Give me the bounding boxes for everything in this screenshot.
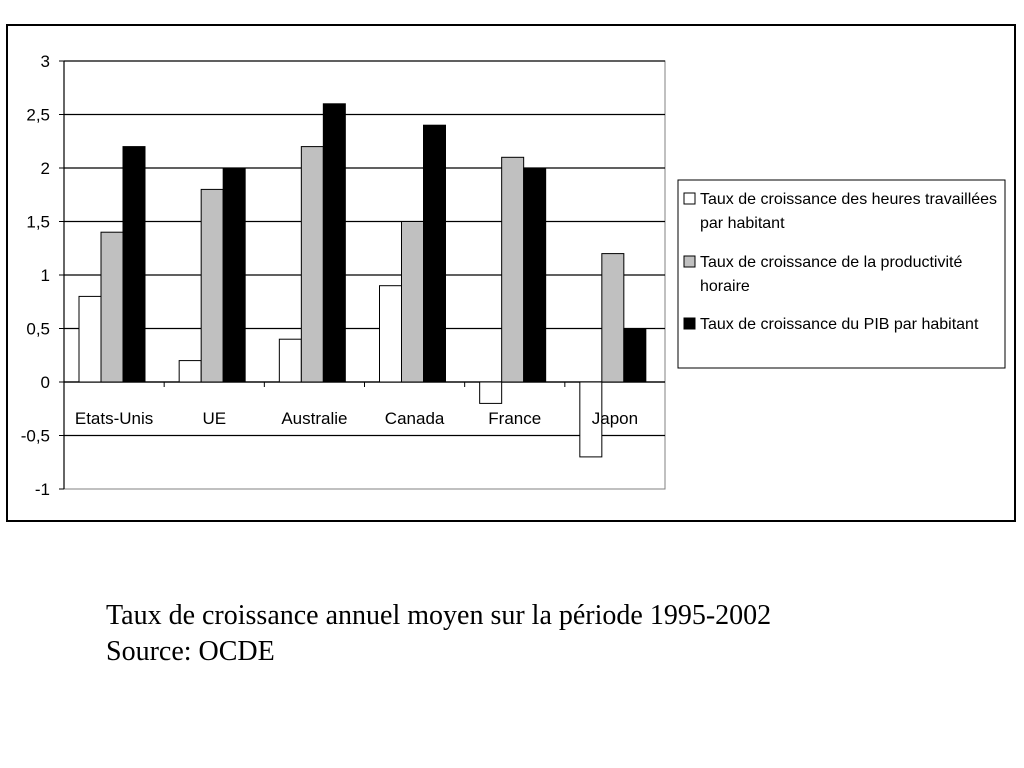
bar — [602, 254, 624, 382]
y-tick-label: -0,5 — [20, 426, 50, 446]
y-tick-label: 0,5 — [26, 319, 50, 339]
bar — [179, 361, 201, 382]
bar — [323, 104, 345, 382]
category-label: Canada — [384, 409, 445, 428]
category-label: Japon — [591, 409, 639, 428]
y-tick-label: 0 — [40, 373, 50, 392]
legend-label: Taux de croissance des heures travaillées — [700, 191, 998, 208]
y-tick-label: 1 — [40, 266, 50, 285]
category-label: UE — [202, 409, 227, 428]
bar — [279, 339, 301, 382]
bar — [402, 222, 424, 383]
bar — [424, 125, 446, 382]
category-label: Australie — [281, 409, 348, 428]
bar — [79, 296, 101, 382]
caption-line-2: Source: OCDE — [106, 636, 275, 667]
legend-label: par habitant — [700, 215, 785, 232]
bar — [201, 189, 223, 382]
y-tick-label: -1 — [34, 480, 50, 499]
legend-label: horaire — [700, 278, 750, 295]
bar — [101, 232, 123, 382]
bar — [301, 147, 323, 382]
legend-label: Taux de croissance de la productivité — [700, 254, 963, 271]
legend-box — [678, 180, 1005, 368]
legend-swatch — [684, 193, 695, 204]
legend-swatch — [684, 256, 695, 267]
bar — [524, 168, 546, 382]
bar — [624, 329, 646, 383]
y-tick-label: 2,5 — [26, 105, 50, 125]
bar — [123, 147, 145, 382]
y-tick-label: 3 — [40, 52, 50, 71]
caption-line-1: Taux de croissance annuel moyen sur la période 1995-2002 — [106, 600, 772, 631]
legend-label: Taux de croissance du PIB par habitant — [700, 316, 979, 333]
category-label: France — [488, 409, 542, 428]
bar — [380, 286, 402, 382]
bar — [502, 157, 524, 382]
y-tick-label: 1,5 — [26, 212, 50, 232]
y-tick-label: 2 — [40, 159, 50, 178]
caption — [106, 598, 771, 670]
bar — [480, 382, 502, 403]
category-label: Etats-Unis — [74, 409, 154, 428]
legend-swatch — [684, 318, 695, 329]
bar — [223, 168, 245, 382]
chart-frame — [6, 24, 1016, 522]
bar-chart — [8, 26, 1014, 520]
